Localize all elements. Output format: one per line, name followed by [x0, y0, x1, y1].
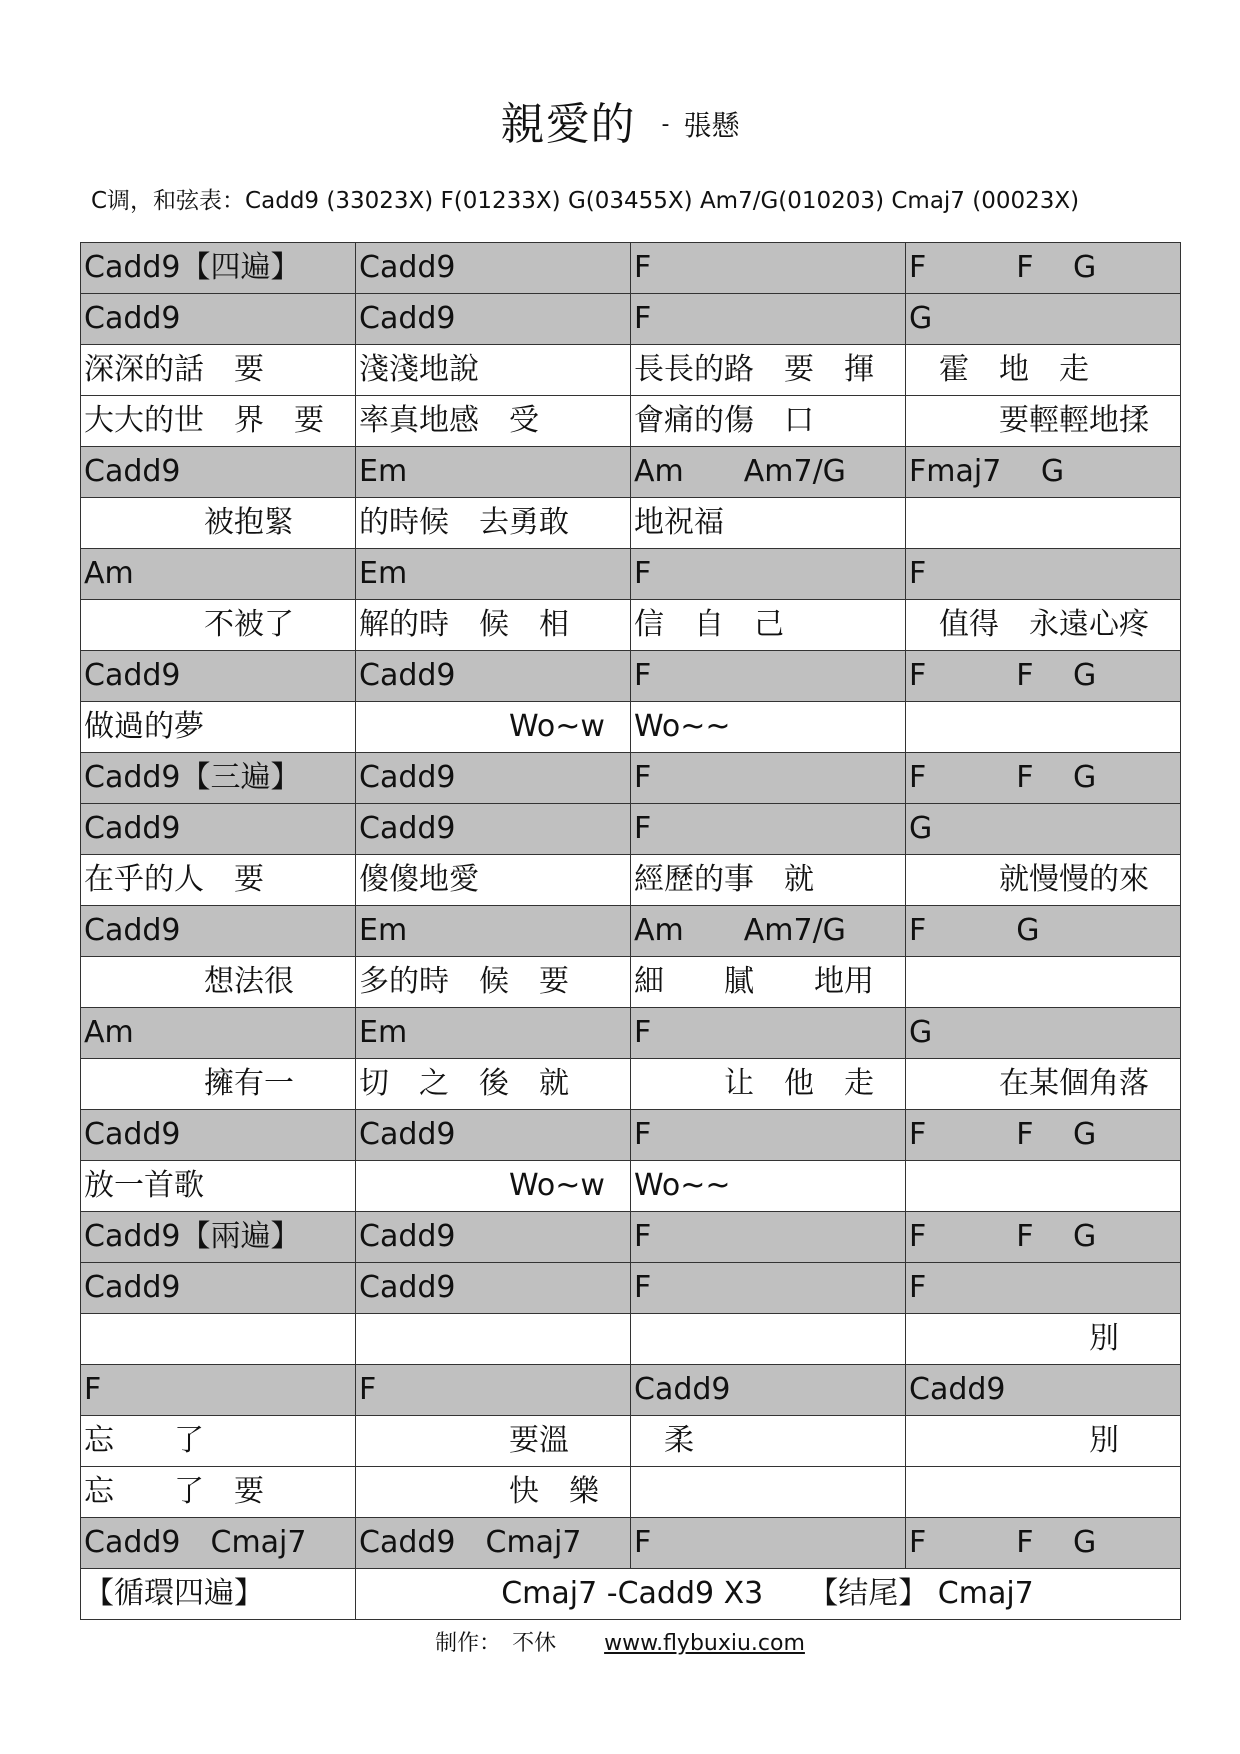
- chord-row: [81, 1365, 1181, 1416]
- chord-cell: F: [631, 1008, 906, 1059]
- lyric-cell: 率真地感 受: [356, 396, 631, 447]
- lyric-cell: 長長的路 要 揮: [631, 345, 906, 396]
- lyric-cell: [356, 1314, 631, 1365]
- lyric-cell: 解的時 候 相: [356, 600, 631, 651]
- lyric-cell: 別: [906, 1416, 1181, 1467]
- chord-cell: Em: [356, 549, 631, 600]
- chord-row: [81, 804, 1181, 855]
- lyric-cell: 就慢慢的來: [906, 855, 1181, 906]
- key-and-chord-chart: C调，和弦表：Cadd9 (33023X) F(01233X) G(03455X) Am7/G(010203) Cmaj7 (00023X): [91, 188, 1080, 214]
- artist-name: 張懸: [683, 109, 740, 142]
- chord-cell: F: [631, 294, 906, 345]
- chord-row: [81, 447, 1181, 498]
- lyric-row: [81, 1467, 1181, 1518]
- chord-cell: F F G: [906, 1518, 1181, 1569]
- chord-cell: F: [631, 1110, 906, 1161]
- chord-cell: Cadd9 Cmaj7: [356, 1518, 631, 1569]
- chord-cell: Cadd9: [81, 906, 356, 957]
- lyric-cell: [906, 1161, 1181, 1212]
- lyric-cell: 霍 地 走: [906, 345, 1181, 396]
- lyric-row: [81, 345, 1181, 396]
- chord-row: [81, 753, 1181, 804]
- lyric-row: [81, 1314, 1181, 1365]
- chord-cell: F F G: [906, 243, 1181, 294]
- lyric-row: [81, 1416, 1181, 1467]
- chord-cell: Am: [81, 1008, 356, 1059]
- lyric-cell: Wo~w: [356, 702, 631, 753]
- lyric-cell: 經歷的事 就: [631, 855, 906, 906]
- lyric-cell: [906, 498, 1181, 549]
- lyric-row: [81, 498, 1181, 549]
- chord-cell: F: [631, 753, 906, 804]
- chord-cell: Am Am7/G: [631, 447, 906, 498]
- chord-cell: Cadd9: [356, 1110, 631, 1161]
- chord-cell: Am: [81, 549, 356, 600]
- lyric-cell: 大大的世 界 要: [81, 396, 356, 447]
- lyric-cell: 值得 永遠心疼: [906, 600, 1181, 651]
- outro-label: 【循環四遍】: [81, 1569, 356, 1620]
- chord-cell: Cadd9: [356, 1212, 631, 1263]
- chord-cell: Cadd9: [356, 753, 631, 804]
- lyric-cell: [631, 1314, 906, 1365]
- lyric-row: [81, 1161, 1181, 1212]
- lyric-cell: 細 膩 地用: [631, 957, 906, 1008]
- footer: [0, 1626, 1240, 1657]
- lyric-cell: [906, 702, 1181, 753]
- lyric-cell: 做過的夢: [81, 702, 356, 753]
- lyric-cell: 淺淺地說: [356, 345, 631, 396]
- lyric-cell: 會痛的傷 口: [631, 396, 906, 447]
- website-link[interactable]: www.flybuxiu.com: [604, 1631, 805, 1656]
- chord-cell: Am Am7/G: [631, 906, 906, 957]
- chord-row: [81, 549, 1181, 600]
- song-title: 親愛的: [500, 99, 636, 150]
- chord-cell: G: [906, 294, 1181, 345]
- lyric-cell: 的時候 去勇敢: [356, 498, 631, 549]
- lyric-row: [81, 600, 1181, 651]
- chord-row: [81, 651, 1181, 702]
- chord-cell: Cadd9: [356, 804, 631, 855]
- lyric-cell: 深深的話 要: [81, 345, 356, 396]
- lyric-cell: 地祝福: [631, 498, 906, 549]
- chord-cell: Cadd9: [906, 1365, 1181, 1416]
- lyric-cell: 在乎的人 要: [81, 855, 356, 906]
- chord-cell: Cadd9: [81, 651, 356, 702]
- chord-cell: Cadd9【四遍】: [81, 243, 356, 294]
- lyric-row: [81, 702, 1181, 753]
- chord-cell: Fmaj7 G: [906, 447, 1181, 498]
- chord-cell: F: [631, 651, 906, 702]
- chord-cell: G: [906, 1008, 1181, 1059]
- chord-cell: G: [906, 804, 1181, 855]
- chord-cell: F: [631, 1518, 906, 1569]
- chord-row: [81, 1008, 1181, 1059]
- chord-cell: F: [906, 549, 1181, 600]
- chord-cell: Em: [356, 1008, 631, 1059]
- chord-cell: Cadd9: [356, 1263, 631, 1314]
- lyric-cell: 切 之 後 就: [356, 1059, 631, 1110]
- chord-cell: F G: [906, 906, 1181, 957]
- lyric-cell: [906, 957, 1181, 1008]
- chord-cell: F: [631, 549, 906, 600]
- lyric-cell: 忘 了 要: [81, 1467, 356, 1518]
- chord-cell: F: [356, 1365, 631, 1416]
- lyric-cell: Wo~~: [631, 702, 906, 753]
- lyric-cell: 忘 了: [81, 1416, 356, 1467]
- lyric-cell: 要輕輕地揉: [906, 396, 1181, 447]
- chord-cell: Cadd9【三遍】: [81, 753, 356, 804]
- chord-cell: Cadd9: [81, 447, 356, 498]
- lyric-cell: 被抱緊: [81, 498, 356, 549]
- chord-cell: Cadd9: [81, 1263, 356, 1314]
- chord-cell: F F G: [906, 651, 1181, 702]
- lyric-cell: 信 自 己: [631, 600, 906, 651]
- chord-cell: F F G: [906, 1110, 1181, 1161]
- lyric-cell: 柔: [631, 1416, 906, 1467]
- lyric-cell: 快 樂: [356, 1467, 631, 1518]
- lyric-cell: 想法很: [81, 957, 356, 1008]
- chord-cell: Cadd9: [81, 804, 356, 855]
- title-separator: -: [661, 112, 670, 137]
- chord-cell: Em: [356, 906, 631, 957]
- lyric-row: [81, 1059, 1181, 1110]
- lyric-cell: Wo~w: [356, 1161, 631, 1212]
- lyric-cell: 在某個角落: [906, 1059, 1181, 1110]
- chord-cell: F: [631, 804, 906, 855]
- lyric-cell: 不被了: [81, 600, 356, 651]
- chord-cell: Cadd9: [81, 1110, 356, 1161]
- chord-row: [81, 243, 1181, 294]
- outro-chords: Cmaj7 -Cadd9 X3 【结尾】 Cmaj7: [356, 1569, 1181, 1620]
- chord-cell: Cadd9【兩遍】: [81, 1212, 356, 1263]
- chord-cell: F: [906, 1263, 1181, 1314]
- chord-cell: Em: [356, 447, 631, 498]
- lyric-row: [81, 957, 1181, 1008]
- chord-row: [81, 1110, 1181, 1161]
- chord-cell: Cadd9 Cmaj7: [81, 1518, 356, 1569]
- chord-row: [81, 1212, 1181, 1263]
- chord-row: [81, 1518, 1181, 1569]
- chord-row: [81, 294, 1181, 345]
- lyric-row: [81, 855, 1181, 906]
- chord-cell: F: [631, 243, 906, 294]
- chord-cell: Cadd9: [631, 1365, 906, 1416]
- chord-row: [81, 906, 1181, 957]
- lyric-cell: 別: [906, 1314, 1181, 1365]
- lyric-cell: Wo~~: [631, 1161, 906, 1212]
- chord-cell: F F G: [906, 753, 1181, 804]
- lyric-cell: [631, 1467, 906, 1518]
- outro-row: [81, 1569, 1181, 1620]
- chord-cell: F: [81, 1365, 356, 1416]
- chord-sheet-table: [80, 242, 1181, 1620]
- lyric-cell: 擁有一: [81, 1059, 356, 1110]
- lyric-cell: 让 他 走: [631, 1059, 906, 1110]
- lyric-cell: 放一首歌: [81, 1161, 356, 1212]
- chord-row: [81, 1263, 1181, 1314]
- chord-cell: Cadd9: [356, 294, 631, 345]
- chord-cell: F F G: [906, 1212, 1181, 1263]
- lyric-cell: 多的時 候 要: [356, 957, 631, 1008]
- chord-cell: F: [631, 1263, 906, 1314]
- chord-cell: F: [631, 1212, 906, 1263]
- lyric-row: [81, 396, 1181, 447]
- lyric-cell: 要溫: [356, 1416, 631, 1467]
- maker-credit: 制作： 不休: [435, 1631, 557, 1656]
- chord-cell: Cadd9: [356, 243, 631, 294]
- lyric-cell: [906, 1467, 1181, 1518]
- lyric-cell: [81, 1314, 356, 1365]
- lyric-cell: 傻傻地愛: [356, 855, 631, 906]
- chord-cell: Cadd9: [81, 294, 356, 345]
- song-title-line: [0, 88, 1240, 152]
- chord-cell: Cadd9: [356, 651, 631, 702]
